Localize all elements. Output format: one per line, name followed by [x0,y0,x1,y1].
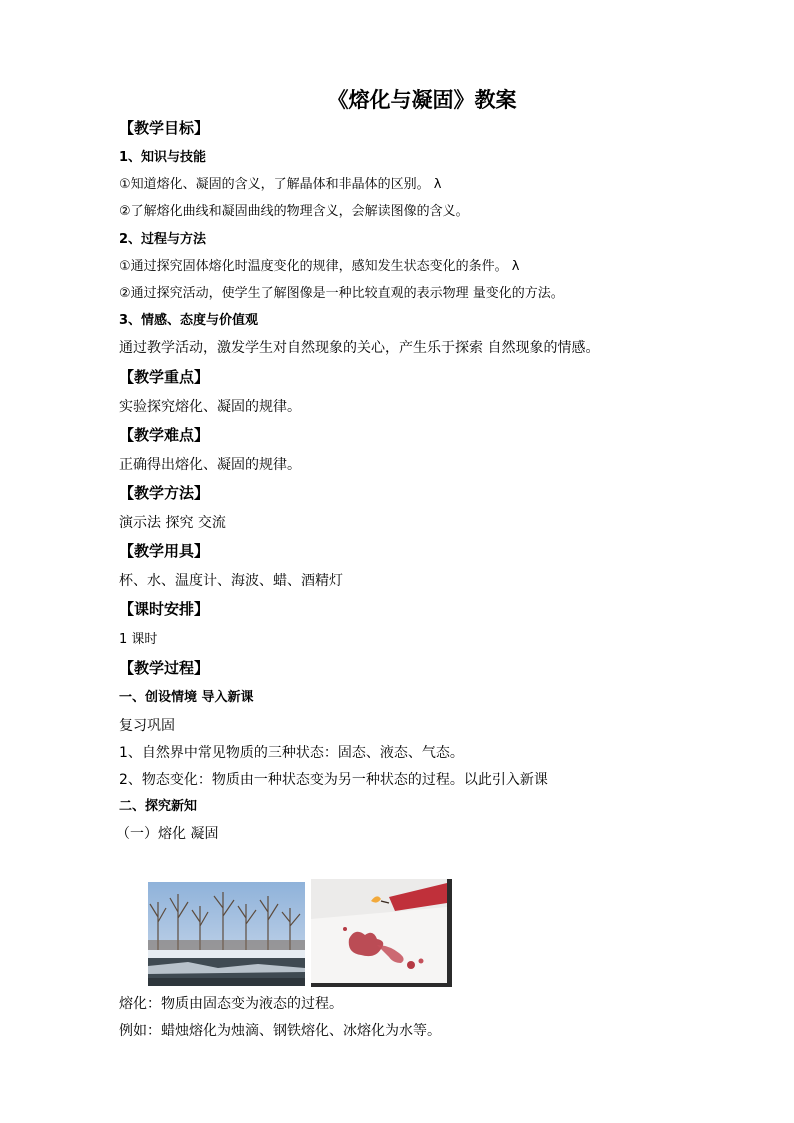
knowledge-heading: 1、知识与技能 [119,150,207,165]
procedure-heading: 【教学过程】 [119,659,210,677]
tools-heading: 【教学用具】 [119,542,210,560]
key-points-heading: 【教学重点】 [119,368,210,386]
process-heading: 2、过程与方法 [119,232,207,247]
part2-heading: 二、探究新知 [119,799,198,814]
tools-text: 杯、水、温度计、海波、蜡、酒精灯 [119,573,343,589]
process-item-1: ①通过探究固体熔化时温度变化的规律，感知发生状态变化的条件。 λ [119,259,520,274]
emotion-heading: 3、情感、态度与价值观 [119,313,259,328]
candle-wax-photo [311,879,452,987]
part1-item-2: 2、物态变化：物质由一种状态变为另一种状态的过程。以此引入新课 [119,772,548,788]
key-points-text: 实验探究熔化、凝固的规律。 [119,399,301,415]
part1-heading: 一、创设情境 导入新课 [119,690,254,705]
knowledge-item-2: ②了解熔化曲线和凝固曲线的物理含义，会解读图像的含义。 [119,204,469,219]
process-item-2: ②通过探究活动，使学生了解图像是一种比较直观的表示物理 量变化的方法。 [119,286,564,301]
melting-example: 例如：蜡烛熔化为烛滴、钢铁熔化、冰熔化为水等。 [119,1023,441,1039]
methods-heading: 【教学方法】 [119,484,210,502]
part2-subheading: （一）熔化 凝固 [116,826,219,842]
winter-river-photo [148,882,305,986]
emotion-text: 通过教学活动，激发学生对自然现象的关心，产生乐于探索 自然现象的情感。 [119,340,600,356]
document-title: 《熔化与凝固》教案 [327,88,517,112]
knowledge-item-1: ①知道熔化、凝固的含义，了解晶体和非晶体的区别。 λ [119,177,442,192]
difficulties-text: 正确得出熔化、凝固的规律。 [119,457,301,473]
schedule-heading: 【课时安排】 [119,600,210,618]
melting-definition: 熔化：物质由固态变为液态的过程。 [119,996,343,1012]
methods-text: 演示法 探究 交流 [119,515,226,531]
difficulties-heading: 【教学难点】 [119,426,210,444]
part1-subheading: 复习巩固 [119,718,175,734]
part1-item-1: 1、自然界中常见物质的三种状态：固态、液态、气态。 [119,745,464,761]
schedule-text: 1 课时 [119,632,158,647]
objectives-heading: 【教学目标】 [119,119,210,137]
